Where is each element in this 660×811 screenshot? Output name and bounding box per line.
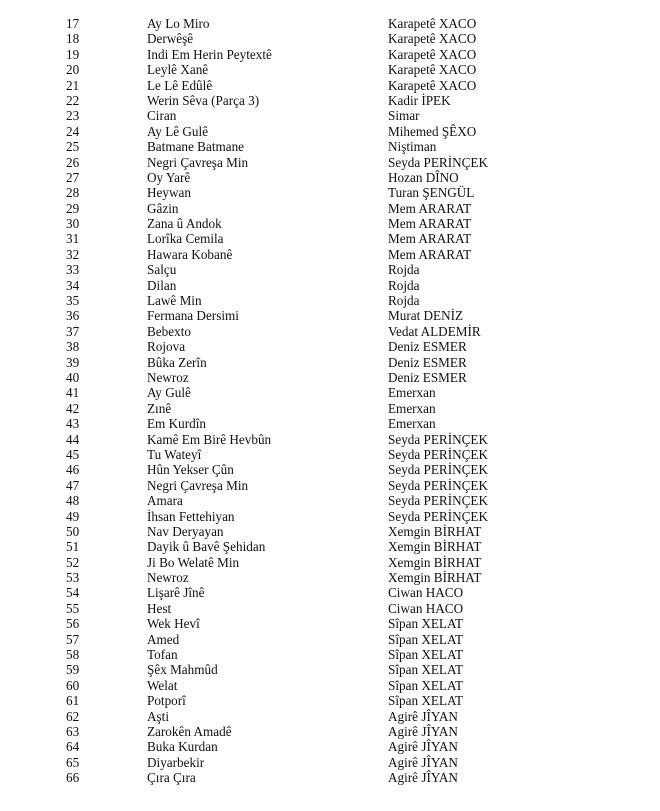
artist-name: Mem ARARAT <box>388 200 472 216</box>
list-item <box>0 155 660 170</box>
artist-name: Rojda <box>388 277 420 293</box>
song-title: Zana û Andok <box>147 216 222 232</box>
artist-name: Seyda PERİNÇEK <box>388 477 489 493</box>
song-title: Newroz <box>147 570 189 586</box>
list-item <box>0 47 660 62</box>
list-item <box>0 570 660 585</box>
song-title: Hawara Kobanê <box>147 246 233 262</box>
row-number: 48 <box>66 493 80 509</box>
song-title: Oy Yarê <box>147 169 191 185</box>
row-number: 44 <box>66 431 80 447</box>
list-item <box>0 678 660 693</box>
list-item <box>0 585 660 600</box>
list-item <box>0 324 660 339</box>
row-number: 31 <box>66 231 80 247</box>
song-title: Welat <box>147 677 178 693</box>
artist-name: Sîpan XELAT <box>388 616 464 632</box>
artist-name: Seyda PERİNÇEK <box>388 493 489 509</box>
artist-name: Deniz ESMER <box>388 369 467 385</box>
row-number: 19 <box>66 46 80 62</box>
song-title: Kamê Em Birê Hevbûn <box>147 431 272 447</box>
row-number: 32 <box>66 246 80 262</box>
row-number: 41 <box>66 385 80 401</box>
row-number: 25 <box>66 139 80 155</box>
song-title: Rojova <box>147 339 186 355</box>
artist-name: Agirê JÎYAN <box>388 708 458 724</box>
row-number: 30 <box>66 216 80 232</box>
row-number: 56 <box>66 616 80 632</box>
row-number: 46 <box>66 462 80 478</box>
list-item <box>0 93 660 108</box>
row-number: 23 <box>66 108 80 124</box>
artist-name: Turan ŞENGÜL <box>388 185 475 201</box>
row-number: 62 <box>66 708 80 724</box>
artist-name: Karapetê XACO <box>388 31 477 47</box>
row-number: 52 <box>66 554 80 570</box>
row-number: 28 <box>66 185 80 201</box>
row-number: 54 <box>66 585 80 601</box>
artist-name: Rojda <box>388 293 420 309</box>
list-item <box>0 339 660 354</box>
list-item <box>0 509 660 524</box>
row-number: 49 <box>66 508 80 524</box>
artist-name: Sîpan XELAT <box>388 662 464 678</box>
row-number: 47 <box>66 477 80 493</box>
artist-name: Mem ARARAT <box>388 231 472 247</box>
song-title: Tu Wateyî <box>147 446 202 462</box>
artist-name: Deniz ESMER <box>388 339 467 355</box>
song-title: Bûka Zerîn <box>147 354 207 370</box>
row-number: 18 <box>66 31 80 47</box>
song-title: Dayik û Bavê Şehidan <box>147 539 266 555</box>
list-item <box>0 170 660 185</box>
artist-name: Sîpan XELAT <box>388 693 464 709</box>
song-title: Aşti <box>147 708 169 724</box>
song-title: Ay Gulê <box>147 385 191 401</box>
artist-name: Seyda PERİNÇEK <box>388 446 489 462</box>
song-title: İhsan Fettehiyan <box>147 508 235 524</box>
row-number: 57 <box>66 631 80 647</box>
artist-name: Murat DENİZ <box>388 308 464 324</box>
row-number: 51 <box>66 539 80 555</box>
list-item <box>0 447 660 462</box>
song-title: Amed <box>147 631 180 647</box>
song-title: Batmane Batmane <box>147 139 245 155</box>
list-item <box>0 739 660 754</box>
song-title: Potporî <box>147 693 186 709</box>
row-number: 39 <box>66 354 80 370</box>
row-number: 29 <box>66 200 80 216</box>
list-item <box>0 462 660 477</box>
row-number: 64 <box>66 739 80 755</box>
song-title: Ay Lo Miro <box>147 16 210 31</box>
song-title: Dilan <box>147 277 177 293</box>
row-number: 27 <box>66 169 80 185</box>
row-number: 59 <box>66 662 80 678</box>
song-title: Ji Bo Welatê Min <box>147 554 240 570</box>
list-item <box>0 709 660 724</box>
list-item <box>0 662 660 677</box>
list-item <box>0 124 660 139</box>
song-title: Ciran <box>147 108 177 124</box>
list-item <box>0 216 660 231</box>
artist-name: Ciwan HACO <box>388 585 464 601</box>
list-item <box>0 693 660 708</box>
row-number: 26 <box>66 154 80 170</box>
list-item <box>0 632 660 647</box>
row-number: 33 <box>66 262 80 278</box>
row-number: 45 <box>66 446 80 462</box>
list-item <box>0 278 660 293</box>
song-title: Tofan <box>147 647 178 663</box>
song-title: Leylê Xanê <box>147 62 209 78</box>
row-number: 40 <box>66 369 80 385</box>
list-item <box>0 616 660 631</box>
song-title: Werin Sêva (Parça 3) <box>147 92 260 108</box>
list-item <box>0 724 660 739</box>
row-number: 35 <box>66 293 80 309</box>
artist-name: Xemgin BİRHAT <box>388 523 482 539</box>
list-item <box>0 555 660 570</box>
artist-name: Seyda PERİNÇEK <box>388 462 489 478</box>
row-number: 36 <box>66 308 80 324</box>
artist-name: Agirê JÎYAN <box>388 770 458 786</box>
song-title: Fermana Dersimi <box>147 308 239 324</box>
artist-name: Sîpan XELAT <box>388 647 464 663</box>
song-title: Negri Çavreşa Min <box>147 154 249 170</box>
song-title: Buka Kurdan <box>147 739 218 755</box>
list-item <box>0 755 660 770</box>
artist-name: Xemgin BİRHAT <box>388 570 482 586</box>
artist-name: Sîpan XELAT <box>388 631 464 647</box>
song-title: Hest <box>147 600 172 616</box>
list-item <box>0 416 660 431</box>
song-title: Şêx Mahmûd <box>147 662 218 678</box>
row-number: 58 <box>66 647 80 663</box>
list-item <box>0 647 660 662</box>
artist-name: Mem ARARAT <box>388 246 472 262</box>
artist-name: Seyda PERİNÇEK <box>388 508 489 524</box>
artist-name: Karapetê XACO <box>388 16 477 31</box>
row-number: 24 <box>66 123 80 139</box>
song-list <box>0 16 660 786</box>
artist-name: Karapetê XACO <box>388 77 477 93</box>
list-item <box>0 401 660 416</box>
row-number: 65 <box>66 754 80 770</box>
artist-name: Emerxan <box>388 400 436 416</box>
song-title: Gâzin <box>147 200 179 216</box>
artist-name: Mihemed ŞÊXO <box>388 123 477 139</box>
list-item <box>0 78 660 93</box>
list-item <box>0 262 660 277</box>
artist-name: Niştiman <box>388 139 437 155</box>
row-number: 55 <box>66 600 80 616</box>
song-title: Lawê Min <box>147 293 202 309</box>
artist-name: Ciwan HACO <box>388 600 464 616</box>
song-title: Lişarê Jînê <box>147 585 205 601</box>
artist-name: Rojda <box>388 262 420 278</box>
list-item <box>0 478 660 493</box>
song-title: Derwêşê <box>147 31 194 47</box>
song-title: Indi Em Herin Peytextê <box>147 46 272 62</box>
row-number: 34 <box>66 277 80 293</box>
song-title: Salçu <box>147 262 177 278</box>
song-title: Newroz <box>147 369 189 385</box>
row-number: 50 <box>66 523 80 539</box>
list-item <box>0 355 660 370</box>
song-title: Amara <box>147 493 183 509</box>
artist-name: Vedat ALDEMİR <box>388 323 481 339</box>
list-item <box>0 539 660 554</box>
artist-name: Deniz ESMER <box>388 354 467 370</box>
list-item <box>0 601 660 616</box>
list-item <box>0 385 660 400</box>
list-item <box>0 247 660 262</box>
artist-name: Agirê JÎYAN <box>388 754 458 770</box>
list-item <box>0 201 660 216</box>
list-item <box>0 493 660 508</box>
song-title: Hûn Yekser Çûn <box>147 462 234 478</box>
song-title: Zarokên Amadê <box>147 723 232 739</box>
artist-name: Xemgin BİRHAT <box>388 539 482 555</box>
song-title: Le Lê Edûlê <box>147 77 213 93</box>
row-number: 21 <box>66 77 80 93</box>
artist-name: Simar <box>388 108 420 124</box>
artist-name: Mem ARARAT <box>388 216 472 232</box>
song-title: Çıra Çıra <box>147 770 196 786</box>
row-number: 43 <box>66 416 80 432</box>
artist-name: Seyda PERİNÇEK <box>388 431 489 447</box>
artist-name: Xemgin BİRHAT <box>388 554 482 570</box>
list-item <box>0 293 660 308</box>
row-number: 53 <box>66 570 80 586</box>
artist-name: Kadir İPEK <box>388 92 451 108</box>
row-number: 37 <box>66 323 80 339</box>
artist-name: Hozan DÎNO <box>388 169 459 185</box>
song-title: Heywan <box>147 185 191 201</box>
row-number: 63 <box>66 723 80 739</box>
list-item <box>0 16 660 31</box>
song-title: Lorîka Cemila <box>147 231 224 247</box>
row-number: 60 <box>66 677 80 693</box>
list-item <box>0 770 660 785</box>
row-number: 66 <box>66 770 80 786</box>
row-number: 20 <box>66 62 80 78</box>
artist-name: Agirê JÎYAN <box>388 739 458 755</box>
artist-name: Seyda PERİNÇEK <box>388 154 489 170</box>
list-item <box>0 432 660 447</box>
artist-name: Agirê JÎYAN <box>388 723 458 739</box>
song-title: Nav Deryayan <box>147 523 224 539</box>
list-item <box>0 308 660 323</box>
list-item <box>0 231 660 246</box>
row-number: 38 <box>66 339 80 355</box>
artist-name: Emerxan <box>388 385 436 401</box>
row-number: 17 <box>66 16 80 31</box>
list-item <box>0 370 660 385</box>
artist-name: Sîpan XELAT <box>388 677 464 693</box>
row-number: 61 <box>66 693 80 709</box>
song-title: Em Kurdîn <box>147 416 206 432</box>
song-title: Negri Çavreşa Min <box>147 477 249 493</box>
song-title: Bebexto <box>147 323 191 339</box>
list-item <box>0 62 660 77</box>
artist-name: Karapetê XACO <box>388 46 477 62</box>
artist-name: Emerxan <box>388 416 436 432</box>
song-title: Ay Lê Gulê <box>147 123 209 139</box>
row-number: 42 <box>66 400 80 416</box>
artist-name: Karapetê XACO <box>388 62 477 78</box>
row-number: 22 <box>66 92 80 108</box>
song-title: Zınê <box>147 400 172 416</box>
song-title: Wek Hevî <box>147 616 200 632</box>
list-item <box>0 108 660 123</box>
list-item <box>0 524 660 539</box>
song-title: Diyarbekir <box>147 754 205 770</box>
list-item <box>0 31 660 46</box>
list-item <box>0 185 660 200</box>
list-item <box>0 139 660 154</box>
